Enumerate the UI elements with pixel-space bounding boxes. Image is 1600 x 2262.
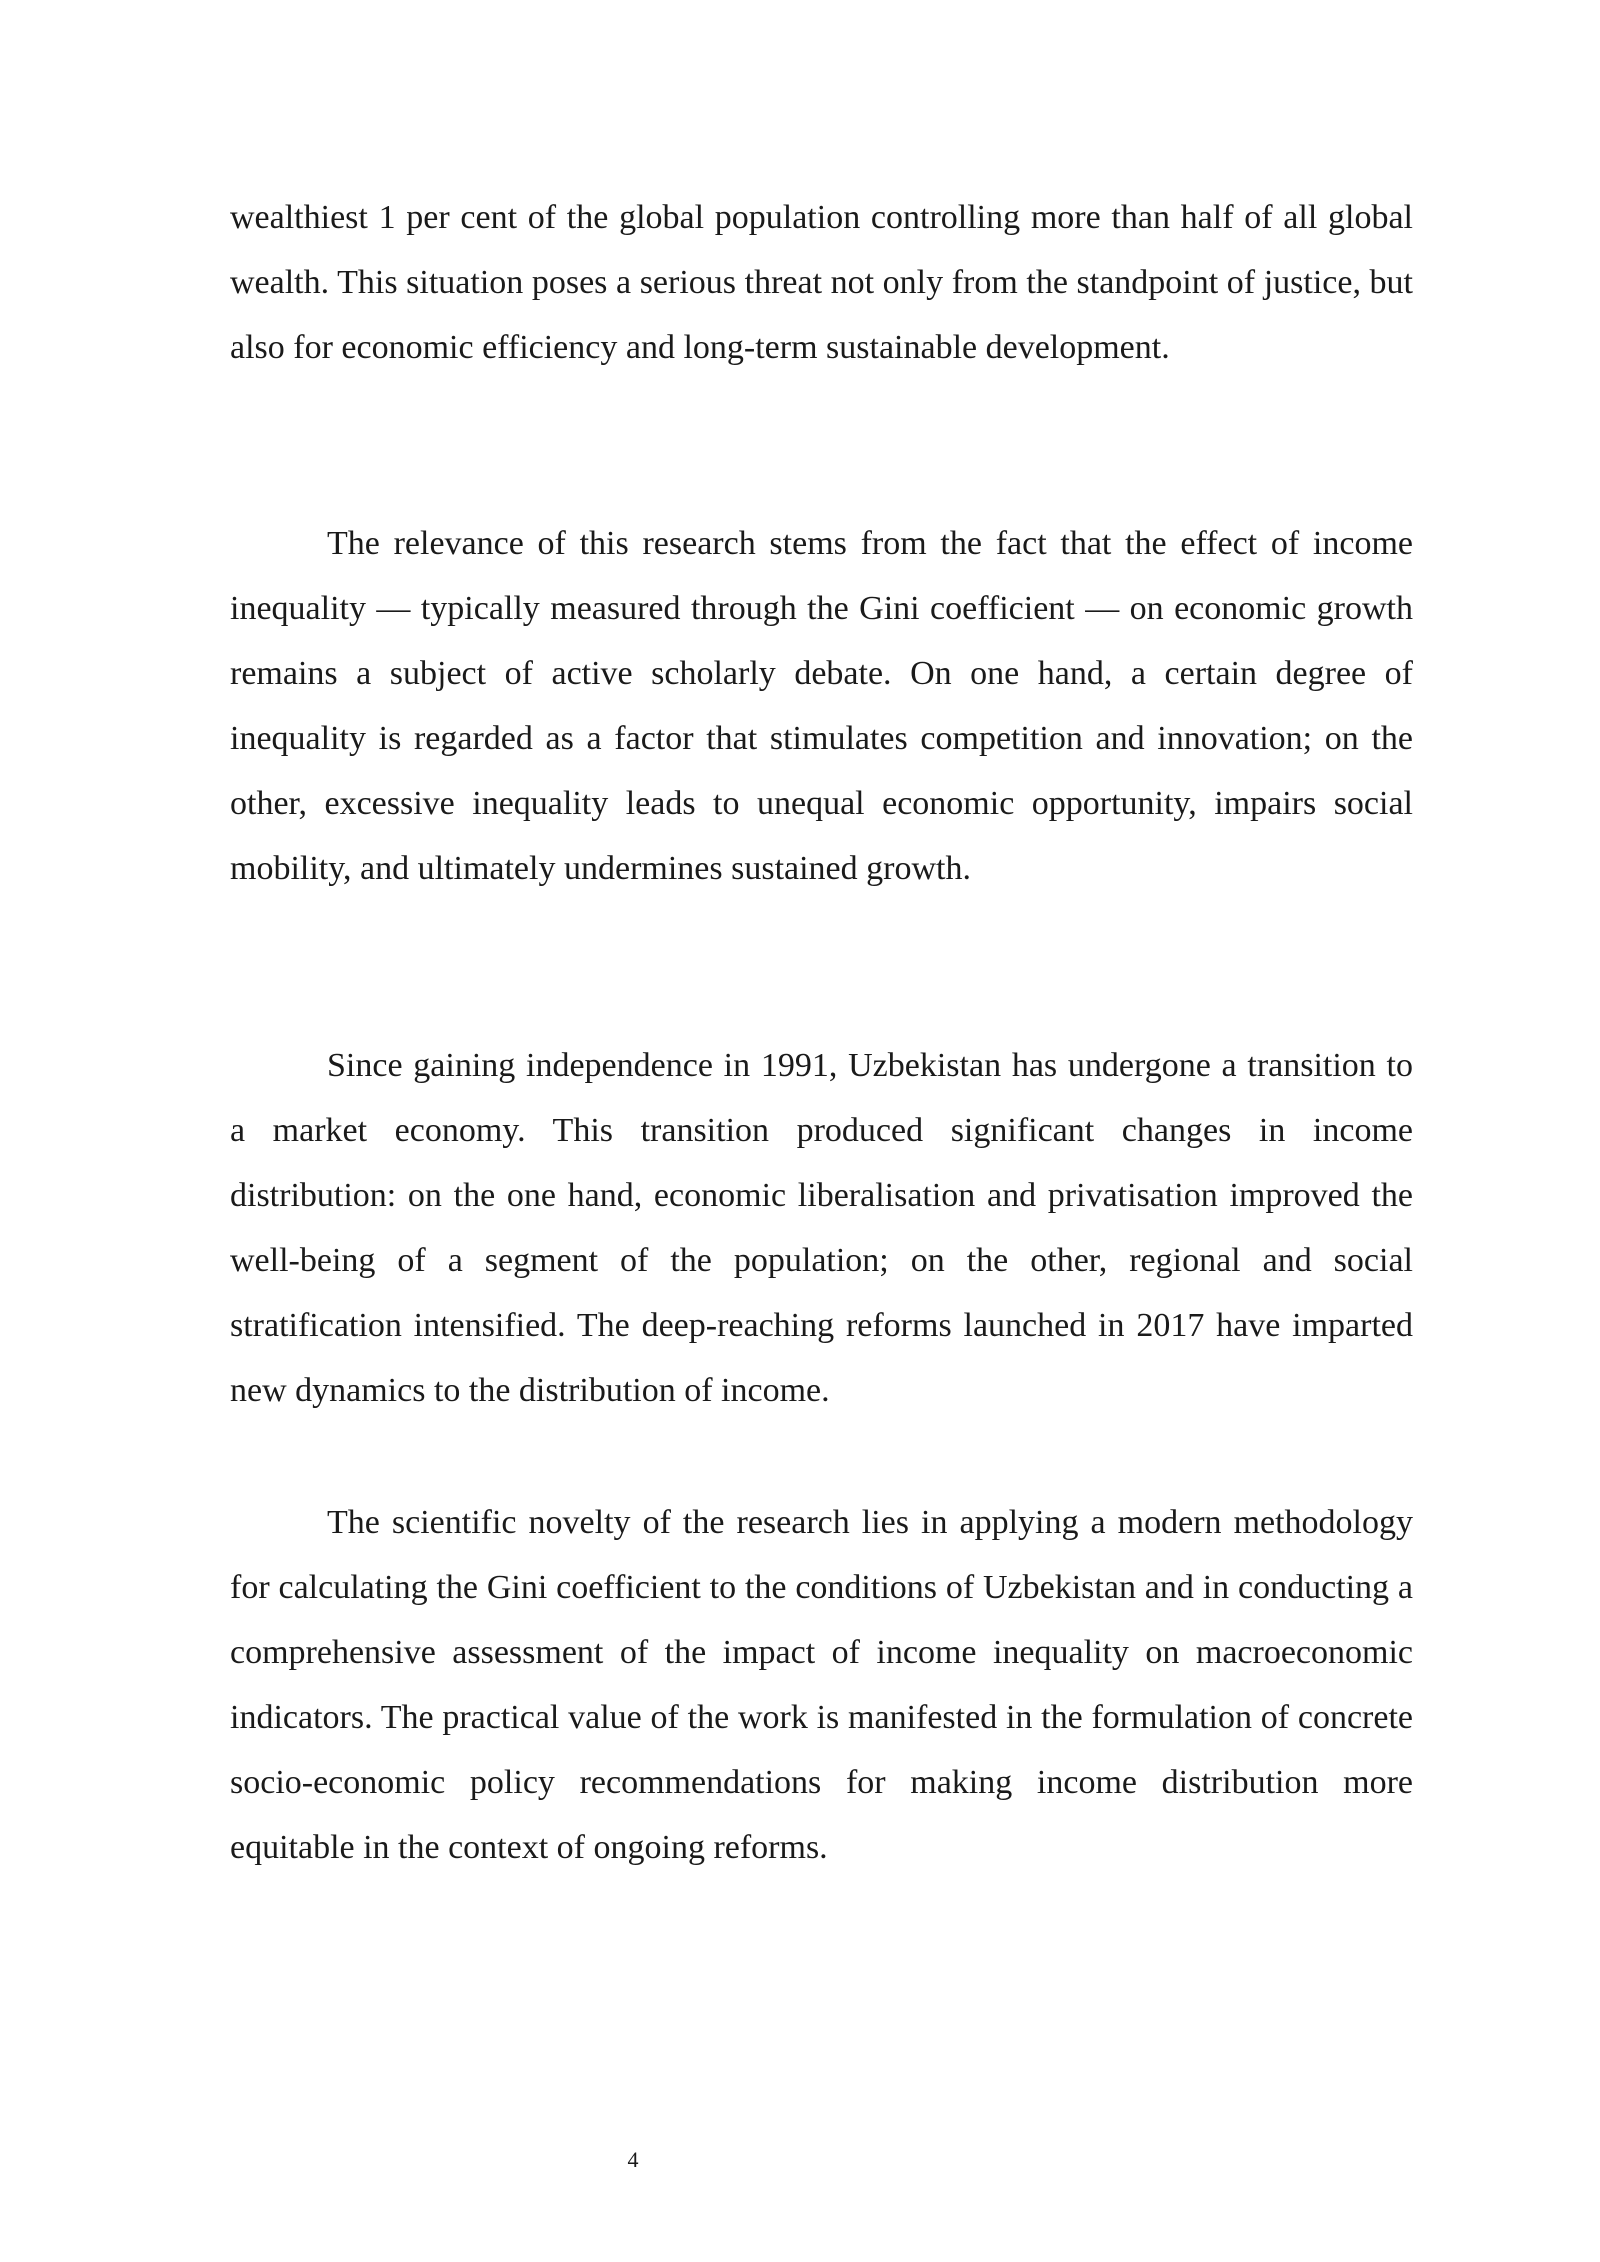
paragraph-uzbekistan-transition: Since gaining independence in 1991, Uzbekistan has undergone a transition to a market economy. This transition produced significant changes in income distribution: on the one hand, economic liberalisation and privatisation improved the well-being of a segment of the population; on the other, regional and social stratification intensified. The deep-reaching reforms launched in 2017 have imparted new dynamics to the distribution of income. bbox=[230, 1047, 1413, 1409]
paragraph-relevance: The relevance of this research stems from the fact that the effect of income inequality — typically measured through the Gini coefficient — on economic growth remains a subject of active scholarly debate. On one hand, a certain degree of inequality is regarded as a factor that stimulates competition and innovation; on the other, excessive inequality leads to unequal economic opportunity, impairs social mobility, and ultimately undermines sustained growth. bbox=[230, 525, 1413, 887]
paragraph-scientific-novelty: The scientific novelty of the research lies in applying a modern methodology for calculating the Gini coefficient to the conditions of Uzbekistan and in conducting a comprehensive assessment of the impact of income inequality on macroeconomic indicators. The practical value of the work is manifested in the formulation of concrete socio-economic policy recommendations for making income distribution more equitable in the context of ongoing reforms. bbox=[230, 1504, 1413, 1866]
page-number: 4 bbox=[627, 2147, 639, 2172]
paragraph-continuation: wealthiest 1 per cent of the global population controlling more than half of all global wealth. This situation poses a serious threat not only from the standpoint of justice, but also for economic efficiency and long-term sustainable development. bbox=[230, 199, 1413, 366]
